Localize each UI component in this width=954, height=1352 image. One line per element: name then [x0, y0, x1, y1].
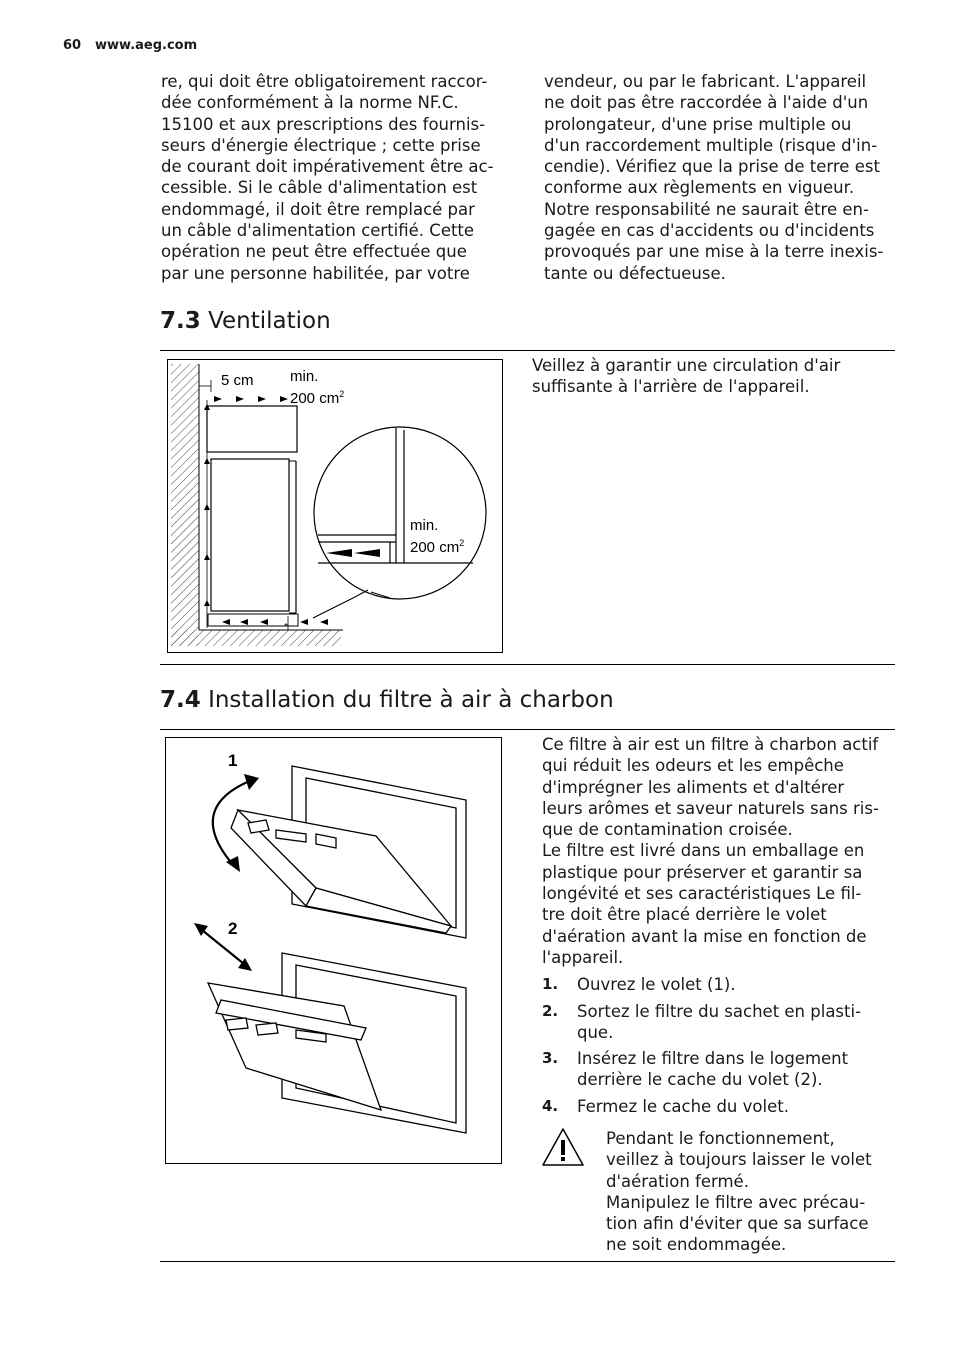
intro-left-column: [161, 71, 511, 284]
appliance-body: [211, 459, 289, 611]
label-1: 1: [228, 751, 238, 770]
top-airflow-arrows: [214, 396, 288, 402]
label-2: 2: [228, 919, 238, 938]
page-number: 60: [63, 38, 82, 53]
ventilation-diagram: [168, 360, 502, 652]
top-area-label: 200 $cm^2$: [290, 389, 345, 407]
section-7-4-top-rule: [160, 729, 895, 730]
filter-figure: [165, 737, 502, 1164]
zoom-circle: [314, 427, 486, 599]
section-7-4-description: Ce filtre à air est un filtre à charbon actif qui réduit les odeurs et les empêche d'imprégner les aliments et d'altérer leurs arômes et saveur naturels sans ris- que de contamination croisée. Le filtre est livré dans un emballage en plastique pour préserver et garantir sa longévité et ses caractéristiques Le fil- tre doit être placé derrière le volet d'aération avant la mise en fonction de l'appareil.: [542, 735, 879, 967]
zoom-min-label: min.: [410, 517, 439, 534]
section-7-4-text: [542, 734, 897, 1122]
section-7-4-bottom-rule: [160, 1261, 895, 1262]
bottom-airflow-arrows: [222, 619, 328, 625]
svg-text:*: *: [284, 622, 288, 633]
filter-diagram: [166, 738, 501, 1163]
section-7-3-top-rule: [160, 350, 895, 351]
floor-hatch: [171, 630, 341, 646]
top-min-label: min.: [290, 368, 319, 385]
section-7-4-heading: 7.4 Installation du filtre à air à charbon: [160, 687, 614, 713]
warning-icon: [540, 1126, 586, 1168]
list-item: 2. Sortez le filtre du sachet en plasti- que.: [542, 1001, 862, 1042]
vent-flap-open: [231, 810, 451, 933]
list-item: 1. Ouvrez le volet (1).: [542, 975, 736, 995]
zoom-area-label: 200 $cm^2$: [410, 538, 465, 556]
section-7-3-text: Veillez à garantir une circulation d'air suffisante à l'arrière de l'appareil.: [532, 356, 841, 397]
upper-cabinet: [207, 406, 297, 452]
site-url: www.aeg.com: [95, 38, 198, 53]
intro-left-text: re, qui doit être obligatoirement raccor- dée conformément à la norme NF.C. 15100 et aux prescriptions des fournis- seurs d'énergie électrique ; cette prise de courant doit impérativement être ac- cessible. Si le câble d'alimentation est endommagé, il doit être remplacé par un câble d'alimentation certifié. Cette opération ne peut être effectuée que par une personne habilitée, par votre: [161, 72, 494, 283]
slide-arrow: [202, 930, 244, 964]
intro-right-column: [544, 71, 899, 284]
gap-label: 5 cm: [221, 372, 254, 389]
wall-hatch: [171, 364, 199, 646]
steps-list: [542, 974, 897, 1117]
warning-text: Pendant le fonctionnement, veillez à toujours laisser le volet d'aération fermé. Manipulez le filtre avec précau- tion afin d'éviter que sa surface ne soit endommagée.: [606, 1129, 872, 1255]
ventilation-figure: [167, 359, 503, 653]
list-item: 3. Insérez le filtre dans le logement derrière le cache du volet (2).: [542, 1049, 849, 1090]
section-7-3-heading: 7.3 Ventilation: [160, 308, 331, 334]
list-item: 4. Fermez le cache du volet.: [542, 1096, 789, 1116]
section-7-3-bottom-rule: [160, 664, 895, 665]
filter-slide: [208, 983, 381, 1110]
intro-right-text: vendeur, ou par le fabricant. L'appareil ne doit pas être raccordée à l'aide d'un prolongateur, d'une prise multiple ou d'un raccordement multiple (risque d'in- cendie). Vérifiez que la prise de terre est conforme aux règlements en vigueur. Notre responsabilité ne saurait être en- gagée en cas d'accidents ou d'incidents provoqués par une mise à la terre inexis- tante ou défectueuse.: [544, 72, 884, 283]
